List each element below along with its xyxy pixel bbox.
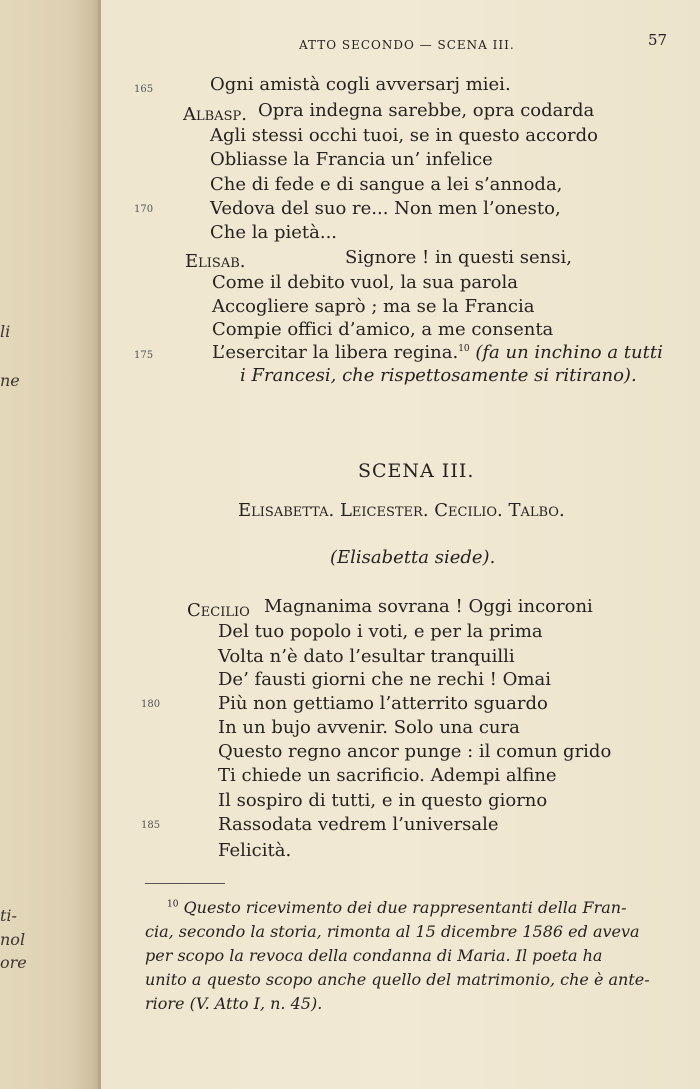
stage-direction: i Francesi, che rispettosamente si ritirano). xyxy=(240,365,637,386)
left-page-fragment: ti- xyxy=(0,906,17,925)
verse-line: Felicità. xyxy=(218,840,292,861)
verse-line: De’ fausti giorni che ne rechi ! Omai xyxy=(218,669,551,690)
verse-line: Vedova del suo re... Non men l’onesto, xyxy=(210,198,561,219)
verse-line: Volta n’è dato l’esultar tranquilli xyxy=(218,646,515,667)
footnote-rule xyxy=(145,883,225,884)
verse-line: Più non gettiamo l’atterrito sguardo xyxy=(218,693,548,714)
line-number: 180 xyxy=(141,699,161,710)
footnote-number: 10 xyxy=(167,899,179,910)
speaker-name: Elisab. xyxy=(185,251,246,272)
verse-line: Agli stessi occhi tuoi, se in questo accordo xyxy=(210,125,598,146)
verse-line: Ti chiede un sacrificio. Adempi alfine xyxy=(218,765,557,786)
running-title: ATTO SECONDO — SCENA III. xyxy=(299,38,515,52)
speaker-name: Cecilio xyxy=(187,600,250,621)
verse-line: In un bujo avvenir. Solo una cura xyxy=(218,717,520,738)
verse-line: Che di fede e di sangue a lei s’annoda, xyxy=(210,174,563,195)
footnote-line xyxy=(145,898,695,917)
left-page-fragment: ne xyxy=(0,371,20,390)
left-page-fragment: li xyxy=(0,322,11,341)
verse-line xyxy=(212,342,663,363)
footnote-line: cia, secondo la storia, rimonta al 15 dicembre 1586 ed aveva xyxy=(145,922,640,941)
left-page-fragment: ore xyxy=(0,953,27,972)
footnote-ref: 10 xyxy=(458,344,470,354)
gutter-shadow xyxy=(98,0,101,1089)
verse-text: L’esercitar la libera regina. xyxy=(212,342,459,363)
verse-line: Accogliere saprò ; ma se la Francia xyxy=(212,296,535,317)
line-number: 170 xyxy=(134,204,154,215)
scene-title: SCENA III. xyxy=(358,460,475,482)
scene-characters: Elisabetta. Leicester. Cecilio. Talbo. xyxy=(238,500,565,521)
verse-line: Che la pietà... xyxy=(210,222,338,243)
stage-direction: (Elisabetta siede). xyxy=(330,547,496,568)
footnote-text: Questo ricevimento dei due rappresentanti della Fran- xyxy=(183,898,627,917)
verse-line: Signore ! in questi sensi, xyxy=(345,247,572,268)
verse-line: Opra indegna sarebbe, opra codarda xyxy=(258,100,595,121)
page-number: 57 xyxy=(648,31,668,49)
verse-line: Del tuo popolo i voti, e per la prima xyxy=(218,621,543,642)
stage-direction: (fa un inchino a tutti xyxy=(475,342,663,363)
line-number: 185 xyxy=(141,820,161,831)
speaker-name: Albasp. xyxy=(183,104,247,125)
verse-line: Il sospiro di tutti, e in questo giorno xyxy=(218,790,548,811)
left-page-fragment: nol xyxy=(0,930,26,949)
footnote-line: riore (V. Atto I, n. 45). xyxy=(145,994,323,1013)
verse-line: Rassodata vedrem l’universale xyxy=(218,814,499,835)
footnote-line: per scopo la revoca della condanna di Maria. Il poeta ha xyxy=(145,946,603,965)
line-number: 175 xyxy=(134,350,154,361)
verse-line: Ogni amistà cogli avversarj miei. xyxy=(210,74,511,95)
verse-line: Questo regno ancor punge : il comun grido xyxy=(218,741,612,762)
verse-line: Magnanima sovrana ! Oggi incoroni xyxy=(264,596,593,617)
line-number: 165 xyxy=(134,84,154,95)
footnote-line: unito a questo scopo anche quello del matrimonio, che è ante- xyxy=(145,970,650,989)
verse-line: Obliasse la Francia un’ infelice xyxy=(210,149,493,170)
verse-line: Come il debito vuol, la sua parola xyxy=(212,272,519,293)
book-gutter xyxy=(0,0,100,1089)
verse-line: Compie offici d’amico, a me consenta xyxy=(212,319,554,340)
